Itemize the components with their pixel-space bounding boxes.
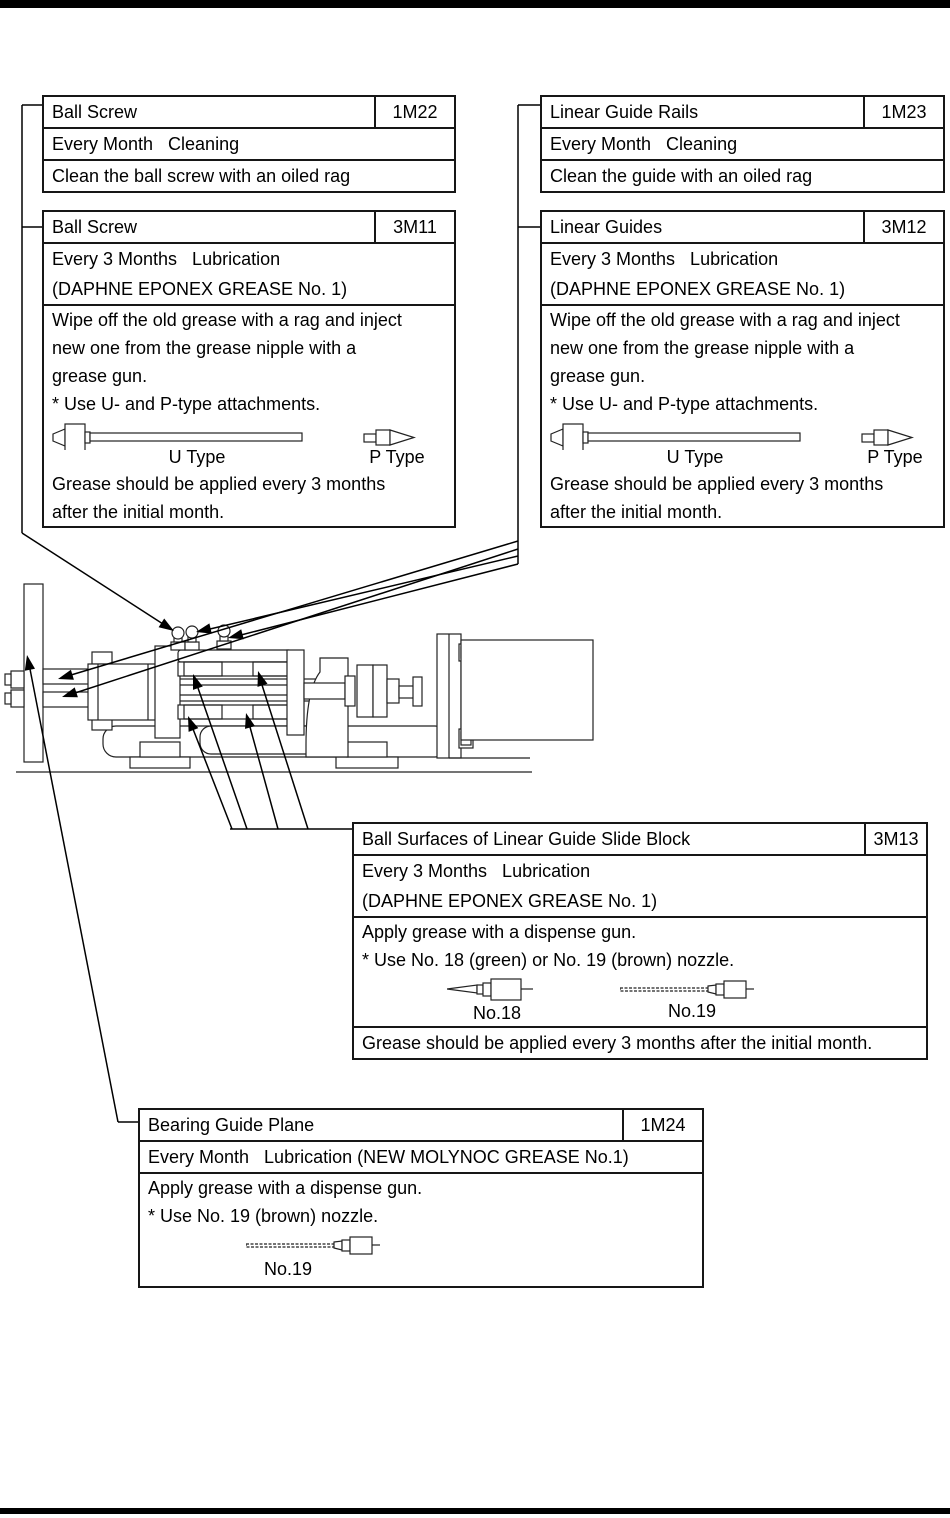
motor bbox=[437, 634, 593, 758]
table-slide-block-lubrication bbox=[352, 822, 928, 1060]
p-type-label: P Type bbox=[369, 447, 425, 467]
table-ball-screw-cleaning bbox=[42, 95, 456, 193]
table-ball-screw-lubrication bbox=[42, 210, 456, 528]
no19-nozzle-diagram bbox=[620, 978, 755, 1000]
no18-label: No.18 bbox=[472, 1003, 522, 1023]
maintenance-code: 3M13 bbox=[864, 824, 926, 854]
maintenance-code: 1M23 bbox=[863, 97, 943, 127]
note-row: Grease should be applied every 3 months after the initial month. bbox=[362, 1033, 873, 1053]
table-title: Bearing Guide Plane bbox=[148, 1115, 315, 1135]
instruction-row: Wipe off the old grease with a rag and inject new one from the grease nipple with a grease gun. * Use U- and P-type attachments. U Type P Type Grease should be applied every 3 months after the initial month. bbox=[44, 306, 454, 526]
frequency-row: Every Month Cleaning bbox=[44, 129, 454, 161]
bearing-guide-plane bbox=[24, 584, 43, 762]
grease-nipples bbox=[171, 625, 231, 650]
p-type-label: P Type bbox=[867, 447, 923, 467]
table-header bbox=[542, 97, 943, 129]
table-title: Linear Guides bbox=[550, 217, 663, 237]
instruction-row: Apply grease with a dispense gun. * Use No. 19 (brown) nozzle. No.19 bbox=[140, 1174, 702, 1286]
table-title: Ball Screw bbox=[52, 102, 138, 122]
instruction-row: Clean the ball screw with an oiled rag bbox=[52, 166, 351, 186]
no19-label: No.19 bbox=[667, 1001, 717, 1021]
nozzle-illustrations bbox=[52, 418, 450, 470]
no19-label: No.19 bbox=[263, 1259, 313, 1279]
table-header bbox=[44, 212, 454, 244]
frequency-row: Every 3 Months Lubrication (DAPHNE EPONEX GREASE No. 1) bbox=[542, 244, 943, 306]
maintenance-code: 3M11 bbox=[374, 212, 454, 242]
maintenance-code: 1M22 bbox=[374, 97, 454, 127]
frequency-row: Every 3 Months Lubrication (DAPHNE EPONEX GREASE No. 1) bbox=[354, 856, 926, 918]
u-type-label: U Type bbox=[168, 447, 226, 467]
table-bearing-guide-plane-lubrication bbox=[138, 1108, 704, 1288]
frequency-row: Every 3 Months Lubrication (DAPHNE EPONEX GREASE No. 1) bbox=[44, 244, 454, 306]
no18-nozzle-diagram bbox=[447, 976, 547, 1002]
nozzle-illustrations bbox=[362, 974, 922, 1026]
instruction-row: Wipe off the old grease with a rag and inject new one from the grease nipple with a grease gun. * Use U- and P-type attachments. U Type P Type Grease should be applied every 3 months after the initial month. bbox=[542, 306, 943, 526]
frequency-row: Every Month Cleaning bbox=[542, 129, 943, 161]
maintenance-code: 3M12 bbox=[863, 212, 943, 242]
table-title: Ball Surfaces of Linear Guide Slide Block bbox=[362, 829, 691, 849]
nozzle-illustrations bbox=[550, 418, 939, 470]
table-header bbox=[354, 824, 926, 856]
table-header bbox=[140, 1110, 702, 1142]
table-header bbox=[44, 97, 454, 129]
table-header bbox=[542, 212, 943, 244]
maintenance-code: 1M24 bbox=[622, 1110, 702, 1140]
instruction-row: Apply grease with a dispense gun. * Use No. 18 (green) or No. 19 (brown) nozzle. No.18 No.19 bbox=[354, 918, 926, 1028]
u-type-label: U Type bbox=[666, 447, 724, 467]
table-title: Ball Screw bbox=[52, 217, 138, 237]
table-guide-rails-cleaning bbox=[540, 95, 945, 193]
table-title: Linear Guide Rails bbox=[550, 102, 699, 122]
table-linear-guides-lubrication bbox=[540, 210, 945, 528]
no19-nozzle-diagram bbox=[246, 1234, 381, 1256]
frequency-row: Every Month Lubrication (NEW MOLYNOC GREASE No.1) bbox=[140, 1142, 702, 1174]
nozzle-illustrations bbox=[148, 1230, 698, 1286]
machine-drawing bbox=[5, 584, 593, 772]
instruction-row: Clean the guide with an oiled rag bbox=[550, 166, 813, 186]
